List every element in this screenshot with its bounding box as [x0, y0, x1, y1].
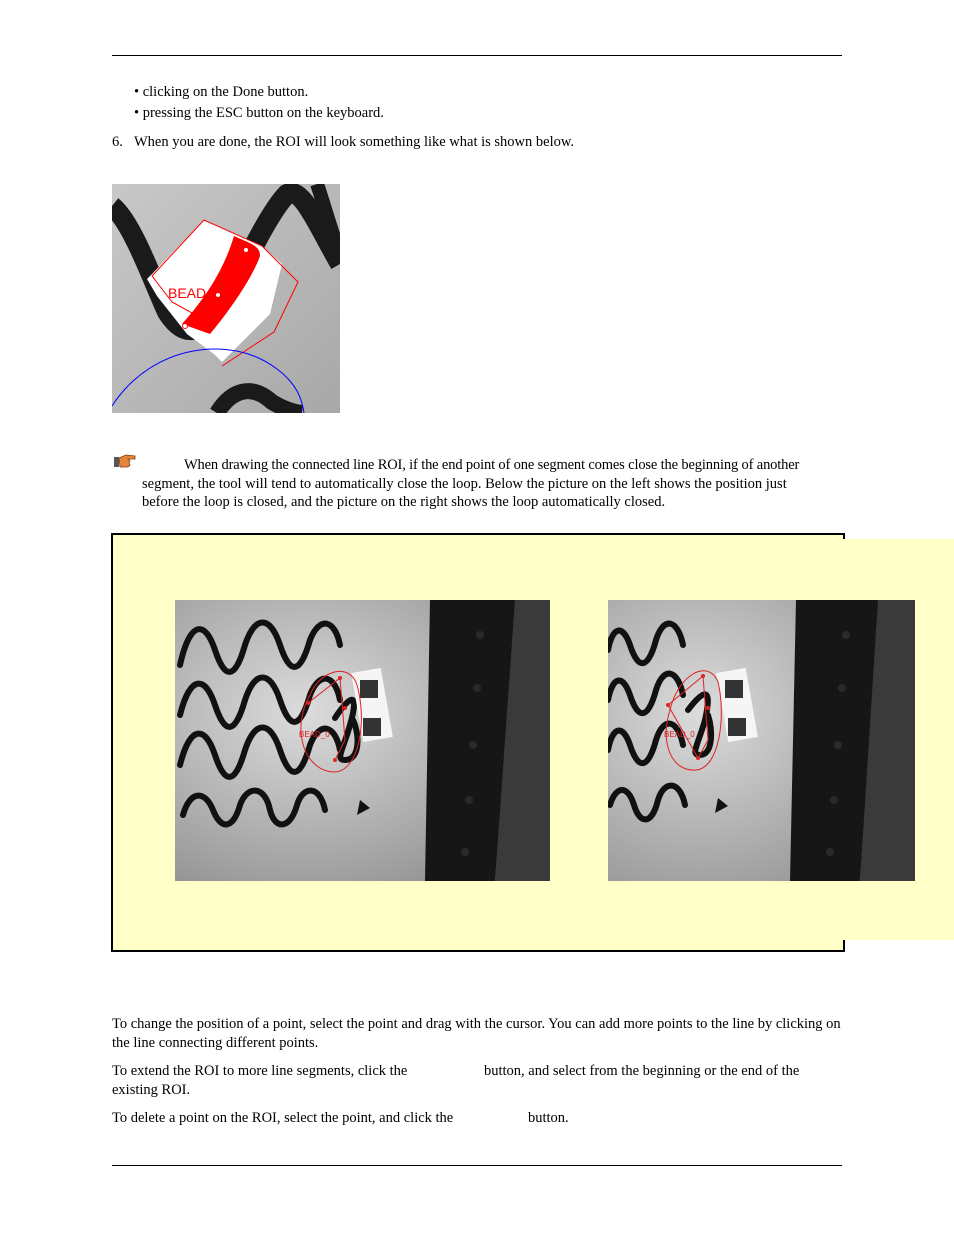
left-bead-label: BEAD_0: [299, 730, 330, 739]
bullet-esc: • pressing the ESC button on the keyboard.: [134, 105, 384, 121]
note-line-1: When drawing the connected line ROI, if the end point of one segment comes close the beginning of another: [184, 457, 800, 473]
bead-label: BEAD: [168, 285, 207, 301]
before-loop-closed-image: [175, 600, 550, 881]
delete-text-a: To delete a point on the ROI, select the point, and click the: [112, 1110, 454, 1126]
delete-text-b: button.: [528, 1110, 569, 1126]
step-number: 6.: [112, 134, 123, 150]
note-line-3: before the loop is closed, and the picture on the right shows the loop automatically closed.: [142, 494, 666, 510]
extend-text-a: To extend the ROI to more line segments, click the: [112, 1063, 408, 1079]
step-text: When you are done, the ROI will look something like what is shown below.: [134, 134, 575, 150]
header-rule: [112, 55, 842, 56]
pointing-hand-icon: [113, 452, 137, 470]
after-loop-closed-image: [608, 600, 915, 881]
roi-figure: [112, 184, 340, 413]
extend-text-c: existing ROI.: [112, 1082, 191, 1098]
bullet-done: • clicking on the Done button.: [134, 84, 309, 100]
extend-text-b: button, and select from the beginning or the end of the: [484, 1063, 800, 1079]
roi-figure-graphic: [112, 184, 340, 413]
footer-rule: [112, 1165, 842, 1166]
right-bead-label: BEAD_0: [664, 730, 695, 739]
change-position-paragraph: To change the position of a point, select the point and drag with the cursor. You can add more points to the line by clicking on the line connecting different points.: [112, 1016, 841, 1051]
note-line-2: segment, the tool will tend to automatically close the loop. Below the picture on the left shows the position just: [142, 476, 787, 492]
